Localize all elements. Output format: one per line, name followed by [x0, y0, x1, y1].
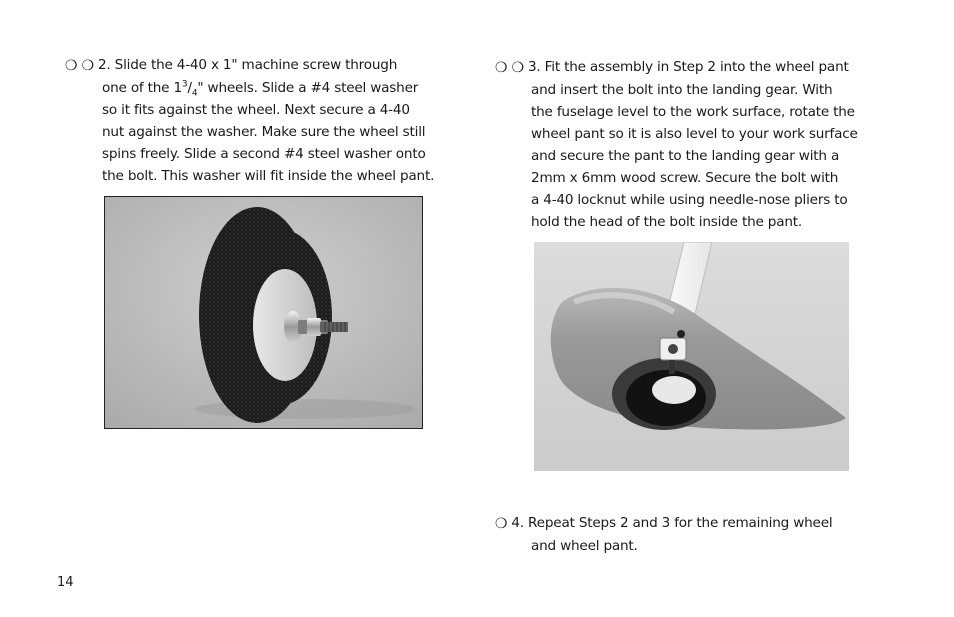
step-3-line-8: hold the head of the bolt inside the pant. [531, 214, 802, 230]
step-2-line-1: ❍ ❍ 2. Slide the 4-40 x 1" machine screw through [65, 54, 434, 77]
fraction-numerator: 3 [181, 79, 188, 90]
step-2-instructions [65, 54, 434, 187]
step-2-line-4: nut against the washer. Make sure the wheel still [102, 124, 426, 140]
wheel-assembly-photo [104, 196, 423, 429]
step-3-line-6: 2mm x 6mm wood screw. Secure the bolt with [531, 170, 839, 186]
step-3-line-2: and insert the bolt into the landing gear. With [531, 82, 833, 98]
step-2-line-2: one of the $1^3/_4$" wheels. Slide a #4 steel washer [102, 79, 419, 99]
step-3-line-1: ❍ ❍ 3. Fit the assembly in Step 2 into the wheel pant [495, 56, 858, 79]
step-2-line-5: spins freely. Slide a second #4 steel washer onto [102, 146, 426, 162]
checkbox-icon[interactable]: ❍ ❍ [65, 58, 94, 74]
fraction-denominator: 4 [191, 88, 198, 99]
step-2-line-3: so it fits against the wheel. Next secure a 4-40 [102, 102, 410, 118]
step-4-line-1: ❍ 4. Repeat Steps 2 and 3 for the remaining wheel [495, 512, 832, 535]
page-number: 14 [57, 575, 74, 590]
step-3-line-7: a 4-40 locknut while using needle-nose pliers to [531, 192, 848, 208]
step-2-line-6: the bolt. This washer will fit inside the wheel pant. [102, 168, 435, 184]
wheel-pant-photo [534, 242, 849, 471]
step-3-instructions [495, 56, 858, 233]
step-4-line-2: and wheel pant. [531, 538, 638, 554]
step-3-line-5: and secure the pant to the landing gear with a [531, 148, 840, 164]
step-4-instructions [495, 512, 832, 557]
step-3-line-4: wheel pant so it is also level to your work surface [531, 126, 858, 142]
checkbox-icon[interactable]: ❍ [495, 516, 508, 532]
step-3-line-3: the fuselage level to the work surface, rotate the [531, 104, 855, 120]
checkbox-icon[interactable]: ❍ ❍ [495, 60, 524, 76]
